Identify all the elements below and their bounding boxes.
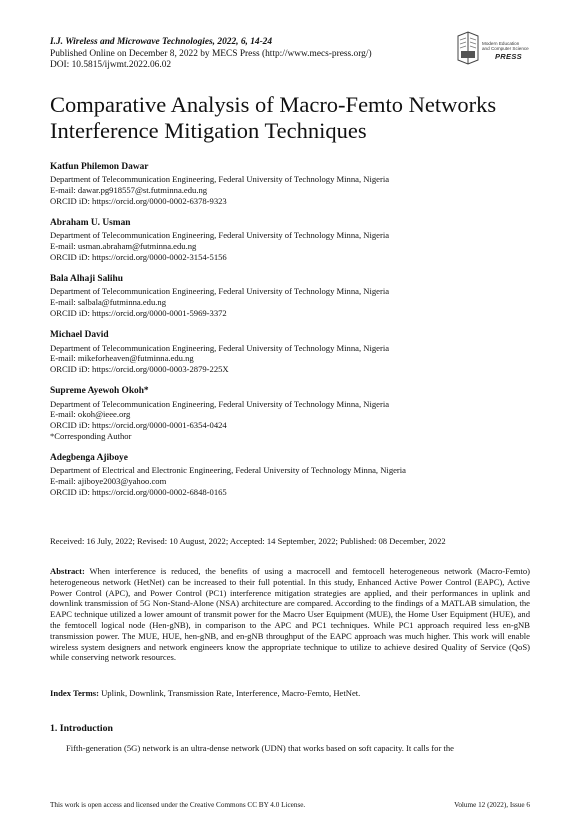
license-note: This work is open access and licensed under the Creative Commons CC BY 4.0 License. (50, 801, 306, 809)
author-block (50, 162, 540, 207)
author-orcid[interactable]: ORCID iD: https://orcid.org/0000-0001-6354-0424 (50, 420, 227, 431)
author-list (50, 162, 540, 509)
author-block (50, 274, 540, 319)
volume-issue: Volume 12 (2022), Issue 6 (454, 801, 530, 809)
corresponding-author-note: *Corresponding Author (50, 431, 132, 441)
author-affiliation: Department of Telecommunication Engineering, Federal University of Technology Minna, Nigeria (50, 230, 390, 241)
author-affiliation: Department of Telecommunication Engineering, Federal University of Technology Minna, Nigeria (50, 174, 390, 185)
logo-press: PRESS (495, 52, 522, 61)
page-footer (50, 801, 530, 809)
index-terms-label: Index Terms: (50, 688, 99, 698)
author-name: Supreme Ayewoh Okoh* (50, 386, 149, 397)
author-email[interactable]: E-mail: ajiboye2003@yahoo.com (50, 476, 167, 487)
author-name: Michael David (50, 330, 109, 341)
journal-header (50, 37, 450, 72)
abstract (50, 566, 530, 663)
author-affiliation: Department of Telecommunication Engineering, Federal University of Technology Minna, Nigeria (50, 398, 390, 409)
author-email[interactable]: E-mail: okoh@ieee.org (50, 409, 131, 420)
author-orcid[interactable]: ORCID iD: https://orcid.org/0000-0003-2879-225X (50, 364, 229, 375)
author-affiliation: Department of Electrical and Electronic Engineering, Federal University of Technology Minna, Nigeria (50, 465, 406, 476)
author-block (50, 386, 540, 441)
author-email[interactable]: E-mail: salbala@futminna.edu.ng (50, 297, 167, 308)
abstract-text: When interference is reduced, the benefits of using a macrocell and femtocell heterogeneous network (Macro-Femto) heterogeneous network (HetNet) can be increased to their full potential. In this study, Enhanced Active Power Control (EAPC), Active Power Control (APC), and Power Control (PC1) interference mitigation strategies are applied, and their performances in uplink and downlink transmission of 5G Non-Stand-Alone (NSA) architecture are compared. According to the findings of a MATLAB simulation, the EAPC technique utilized a lower amount of transmit power for the Macro User Equipment (MUE), the Home User Equipment (HUE), and the femtocell logical node (Hen-gNB), in comparison to the APC and PC1 techniques. While PC1 approach required less en-gNB transmission power. The MUE, HUE, hen-gNB, and en-gNB throughput of the EAPC approach was much higher. This work will enable wireless system designers and network engineers know the appropriate technique to utilize to achieve desired Quality of Service (QoS) while conserving network resources. (50, 566, 530, 663)
index-terms (50, 688, 530, 698)
author-email[interactable]: E-mail: usman.abraham@futminna.edu.ng (50, 241, 197, 252)
section-heading: 1. Introduction (50, 723, 113, 734)
paper-title: Comparative Analysis of Macro-Femto Networks Interference Mitigation Techniques (50, 92, 497, 143)
author-block (50, 218, 540, 263)
author-affiliation: Department of Telecommunication Engineering, Federal University of Technology Minna, Nigeria (50, 286, 390, 297)
author-name: Bala Alhaji Salihu (50, 274, 123, 285)
journal-name: I.J. Wireless and Microwave Technologies, (50, 37, 216, 47)
journal-citation (50, 37, 450, 49)
logo-text: Modern Education and Computer Science (482, 41, 529, 52)
author-name: Katfun Philemon Dawar (50, 162, 149, 172)
author-orcid[interactable]: ORCID iD: https://orcid.org/0000-0002-3154-5156 (50, 251, 227, 262)
author-orcid[interactable]: ORCID iD: https://orcid.org/0000-0001-5969-3372 (50, 308, 227, 319)
author-orcid[interactable]: ORCID iD: https://orcid.org/0000-0002-6848-0165 (50, 487, 227, 498)
book-icon (455, 30, 481, 66)
author-affiliation: Department of Telecommunication Engineering, Federal University of Technology Minna, Nigeria (50, 342, 390, 353)
author-block (50, 330, 540, 375)
intro-paragraph: Fifth-generation (5G) network is an ultra-dense network (UDN) that works based on soft capacity. It calls for the (66, 743, 454, 753)
author-email[interactable]: E-mail: mikeforheaven@futminna.edu.ng (50, 353, 194, 364)
index-terms-text: Uplink, Downlink, Transmission Rate, Interference, Macro-Femto, HetNet. (98, 688, 361, 698)
abstract-label: Abstract: (50, 566, 85, 576)
published-online: Published Online on December 8, 2022 by MECS Press (http://www.mecs-press.org/) (50, 48, 372, 59)
author-email[interactable]: E-mail: dawar.pg918557@st.futminna.edu.ng (50, 185, 208, 196)
author-name: Adegbenga Ajiboye (50, 453, 128, 464)
received-dates: Received: 16 July, 2022; Revised: 10 August, 2022; Accepted: 14 September, 2022; Published: 08 December, 2022 (50, 536, 446, 546)
author-orcid[interactable]: ORCID iD: https://orcid.org/0000-0002-6378-9323 (50, 195, 227, 206)
mecs-press-logo (455, 30, 535, 66)
author-name: Abraham U. Usman (50, 218, 131, 229)
journal-issue: 2022, 6, 14-24 (215, 37, 273, 47)
author-block (50, 453, 540, 498)
doi: DOI: 10.5815/ijwmt.2022.06.02 (50, 60, 172, 70)
